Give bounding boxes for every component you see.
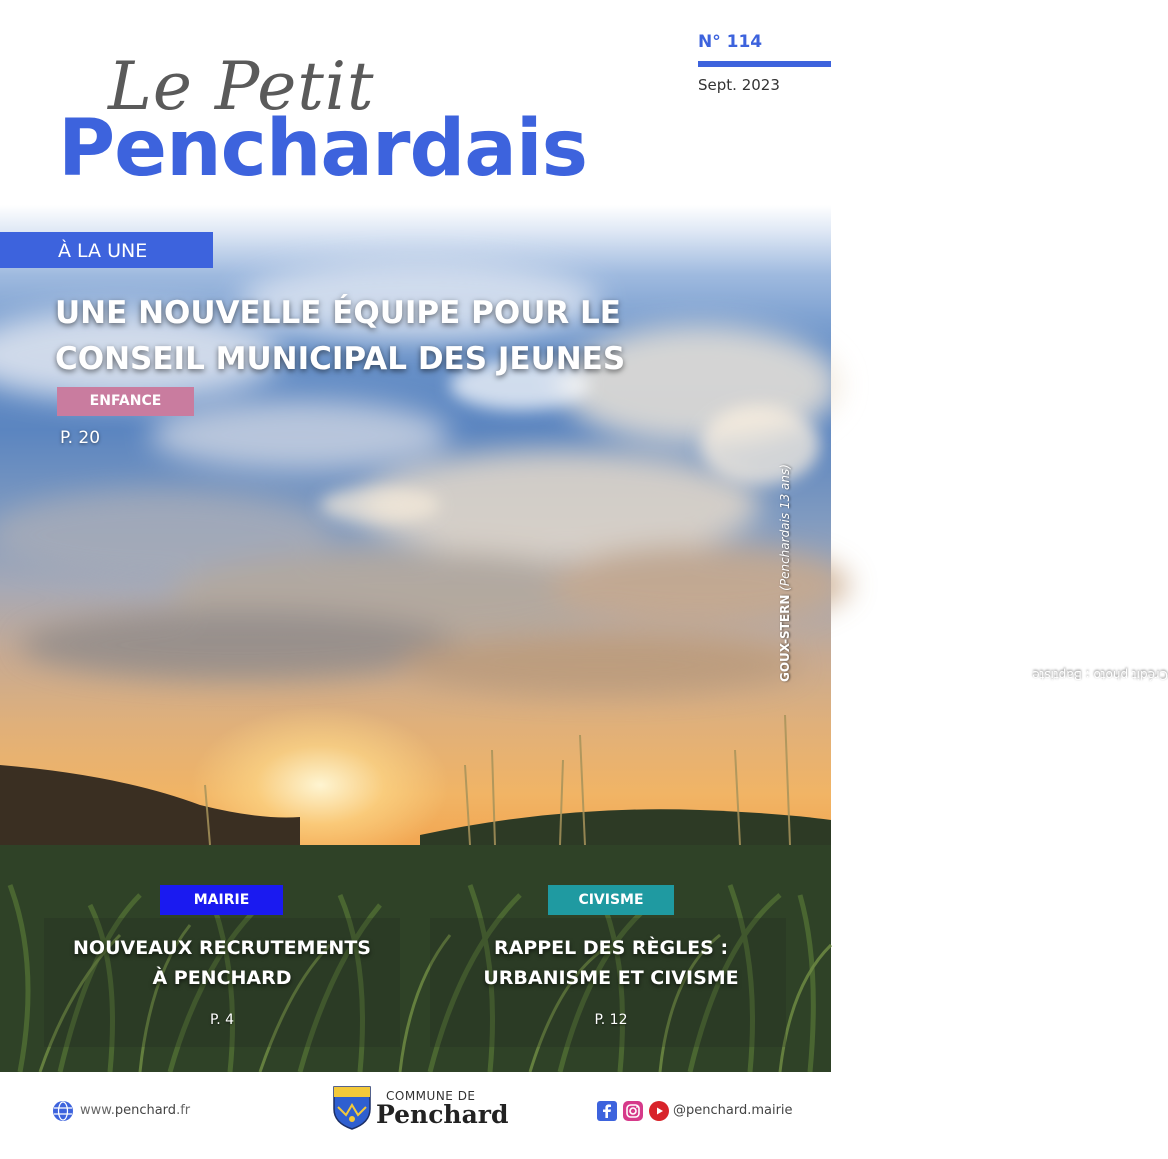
credit-prefix: Crédit photo : Baptiste bbox=[1032, 668, 1168, 682]
commune-label: COMMUNE DE bbox=[386, 1089, 476, 1103]
title-script: Le Petit bbox=[108, 48, 375, 125]
credit-name: GOUX-STERN bbox=[778, 594, 792, 682]
story-title-civisme[interactable] bbox=[421, 933, 801, 993]
story-page-ref: P. 4 bbox=[209, 1012, 235, 1028]
website-suffix: .fr bbox=[176, 1103, 191, 1118]
title-main: Penchardais bbox=[58, 104, 588, 194]
youtube-icon[interactable] bbox=[649, 1101, 669, 1121]
story-title-line: NOUVEAUX RECRUTEMENTS bbox=[73, 937, 371, 959]
cover-page-ref: P. 20 bbox=[60, 428, 101, 448]
category-badge-enfance: ENFANCE bbox=[57, 387, 194, 416]
issue-divider bbox=[698, 61, 831, 67]
instagram-icon[interactable] bbox=[623, 1101, 643, 1121]
headline-line-1: UNE NOUVELLE ÉQUIPE POUR LE bbox=[55, 295, 621, 331]
photo-credit bbox=[778, 292, 1168, 682]
website-name: penchard bbox=[114, 1103, 177, 1118]
social-handle[interactable]: @penchard.mairie bbox=[673, 1103, 793, 1118]
penchard-crest-logo bbox=[332, 1085, 372, 1131]
story-title-line: À PENCHARD bbox=[152, 967, 292, 989]
globe-icon[interactable] bbox=[52, 1100, 74, 1122]
masthead bbox=[0, 0, 831, 205]
commune-name: Penchard bbox=[376, 1100, 509, 1129]
category-badge-mairie: MAIRIE bbox=[160, 885, 283, 915]
headline-line-2: CONSEIL MUNICIPAL DES JEUNES bbox=[55, 341, 626, 377]
website-prefix: www. bbox=[80, 1103, 115, 1118]
issue-date: Sept. 2023 bbox=[698, 76, 780, 94]
issue-number: N° 114 bbox=[698, 32, 763, 52]
section-label: À LA UNE bbox=[58, 240, 148, 262]
story-title-line: RAPPEL DES RÈGLES : bbox=[493, 937, 729, 959]
facebook-icon[interactable] bbox=[597, 1101, 617, 1121]
website-link[interactable] bbox=[80, 1103, 190, 1118]
story-title-line: URBANISME ET CIVISME bbox=[483, 967, 739, 989]
story-title-mairie[interactable] bbox=[32, 933, 412, 993]
story-page-ref: P. 12 bbox=[594, 1012, 628, 1028]
credit-note: (Penchardais 13 ans) bbox=[778, 464, 792, 595]
category-badge-civisme: CIVISME bbox=[548, 885, 674, 915]
cover-headline[interactable] bbox=[55, 290, 755, 382]
